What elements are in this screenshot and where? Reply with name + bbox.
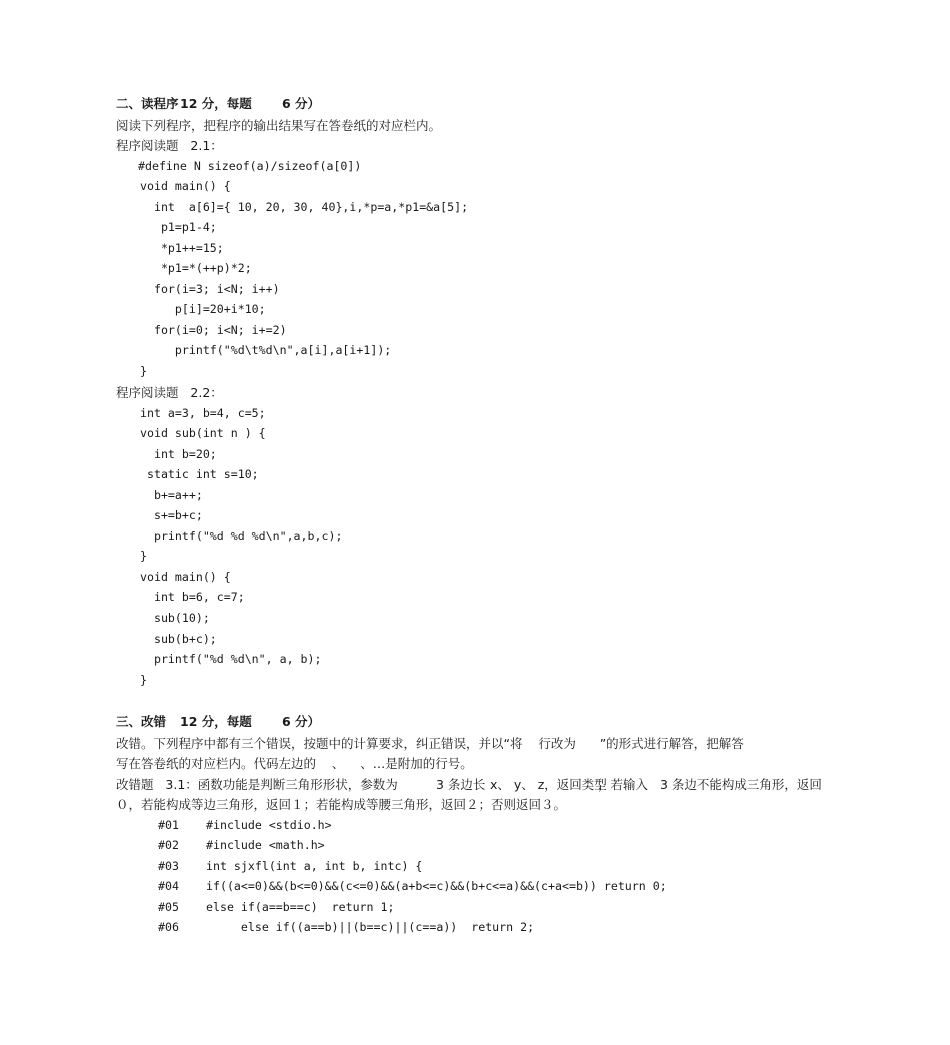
code-line: printf("%d\t%d\n",a[i],a[i+1]);	[140, 343, 392, 357]
code-line: s+=b+c;	[140, 508, 203, 522]
problem-3-1-desc-part5: 3 条边不能构成三角形，返回	[660, 777, 822, 792]
section2-heading-part1: 二、读程序	[116, 96, 179, 111]
code-line: *p1=*(++p)*2;	[140, 261, 252, 275]
section2-heading-part2: 12 分，每题	[180, 96, 252, 111]
code-line: #define N sizeof(a)/sizeof(a[0])	[138, 159, 362, 173]
line-number: #06	[158, 920, 179, 934]
problem-2-2-label: 程序阅读题 2.2：	[116, 385, 223, 400]
code-line: else if((a==b)||(b==c)||(c==a)) return 2;	[206, 920, 535, 934]
problem-3-1-desc-part3: x、 y、 z，返回类型	[490, 777, 607, 792]
code-line: for(i=3; i<N; i++)	[140, 282, 280, 296]
problem-3-1-desc-line2: ０，若能构成等边三角形，返回１；若能构成等腰三角形，返回２；否则返回３。	[116, 797, 567, 812]
problem-3-1-desc-part1: 改错题 3.1：函数功能是判断三角形形状，参数为	[116, 777, 398, 792]
line-number: #02	[158, 838, 179, 852]
section3-heading-part2: 12 分，每题	[180, 714, 252, 729]
code-line: sub(b+c);	[140, 632, 217, 646]
line-number: #05	[158, 900, 179, 914]
code-line: }	[140, 364, 147, 378]
code-line: for(i=0; i<N; i+=2)	[140, 323, 287, 337]
code-line: }	[140, 549, 147, 563]
line-number: #03	[158, 859, 179, 873]
code-line: #include <stdio.h>	[206, 818, 332, 832]
code-line: if((a<=0)&&(b<=0)&&(c<=0)&&(a+b<=c)&&(b+c<=a)&&(c+a<=b)) return 0;	[206, 879, 667, 893]
code-line: int a=3, b=4, c=5;	[140, 406, 266, 420]
code-line: p1=p1-4;	[140, 220, 217, 234]
code-line: #include <math.h>	[206, 838, 325, 852]
code-line: int b=20;	[140, 447, 217, 461]
code-line: b+=a++;	[140, 488, 203, 502]
code-line: p[i]=20+i*10;	[140, 302, 266, 316]
code-line: int b=6, c=7;	[140, 590, 245, 604]
code-line: *p1++=15;	[140, 241, 224, 255]
problem-3-1-desc-part4: ，若输入	[598, 777, 649, 792]
problem-2-1-label: 程序阅读题 2.1：	[116, 138, 223, 153]
code-line: int sjxfl(int a, int b, intc) {	[206, 859, 423, 873]
section3-heading-part3: 6 分）	[282, 714, 321, 729]
section3-instruction-line2: 写在答卷纸的对应栏内。代码左边的 、 、…是附加的行号。	[116, 756, 473, 771]
section3-heading-part1: 三、改错	[116, 714, 167, 729]
section3-instruction-line1: 改错。下列程序中都有三个错误，按题中的计算要求，纠正错误，并以“将 行改为 ”的形式进行解答，把解答	[116, 736, 744, 751]
code-line: int a[6]={ 10, 20, 30, 40},i,*p=a,*p1=&a[5];	[140, 200, 469, 214]
line-number: #04	[158, 879, 179, 893]
problem-3-1-desc-part2: 3 条边长	[436, 777, 486, 792]
code-line: printf("%d %d %d\n",a,b,c);	[140, 529, 343, 543]
code-line: static int s=10;	[140, 467, 259, 481]
code-line: void sub(int n ) {	[140, 426, 266, 440]
line-number: #01	[158, 818, 179, 832]
code-line: sub(10);	[140, 611, 210, 625]
section2-heading-part3: 6 分）	[282, 96, 321, 111]
code-line: }	[140, 673, 147, 687]
section2-instruction: 阅读下列程序，把程序的输出结果写在答卷纸的对应栏内。	[116, 118, 442, 133]
code-line: void main() {	[140, 179, 231, 193]
code-line: printf("%d %d\n", a, b);	[140, 652, 322, 666]
code-line: void main() {	[140, 570, 231, 584]
code-line: else if(a==b==c) return 1;	[206, 900, 395, 914]
